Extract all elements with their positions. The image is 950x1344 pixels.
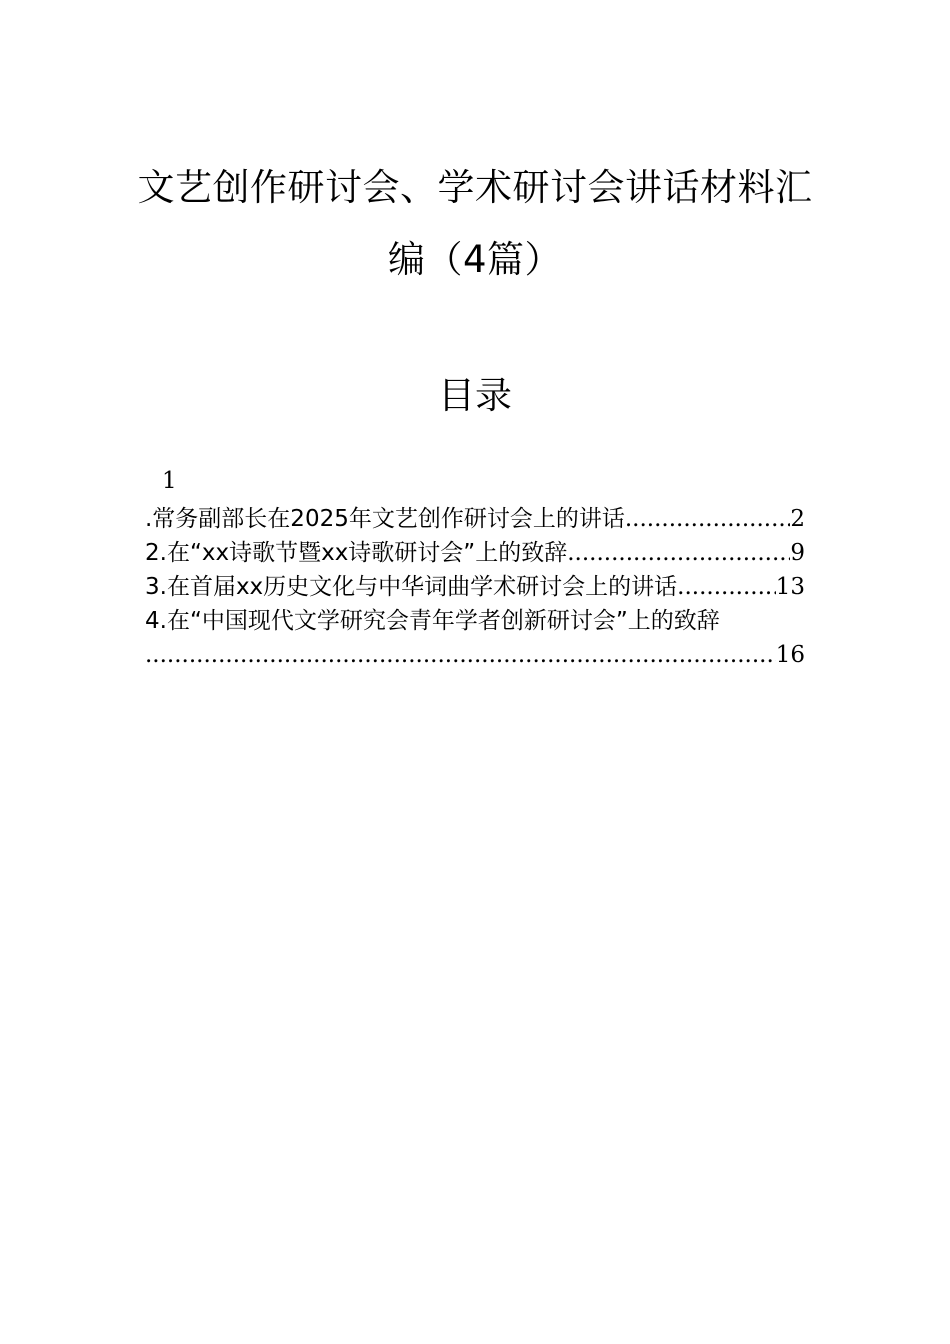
toc-entry-3-leader — [677, 572, 776, 602]
toc-entry-4[interactable] — [145, 606, 805, 636]
document-title-line-1: 文艺创作研讨会、学术研讨会讲话材料汇 — [137, 166, 813, 209]
toc-entry-1-text: .常务副部长在2025年文艺创作研讨会上的讲话 — [145, 506, 625, 532]
toc-entry-2-text: 2.在“xx诗歌节暨xx诗歌研讨会”上的致辞 — [145, 540, 568, 566]
toc-entry-4-page: 16 — [775, 642, 805, 668]
toc-entry-2-page: 9 — [790, 540, 805, 566]
toc-entry-1[interactable] — [145, 504, 805, 534]
toc-entry-2-leader — [567, 538, 790, 568]
toc-entry-4-continuation[interactable] — [145, 640, 805, 670]
toc-entry-1-page: 2 — [790, 506, 805, 532]
toc-entry-3-text: 3.在首届xx历史文化与中华词曲学术研讨会上的讲话 — [145, 574, 678, 600]
toc-entry-1-number: 1 — [162, 468, 177, 494]
document-title-line-2: 编（4篇） — [387, 238, 563, 281]
toc-entry-1-leader — [625, 504, 791, 534]
toc-entry-4-text: 4.在“中国现代文学研究会青年学者创新研讨会”上的致辞 — [145, 608, 720, 634]
toc-entry-4-leader — [145, 640, 776, 670]
toc-entry-2[interactable] — [145, 538, 805, 568]
toc-entry-3[interactable] — [145, 572, 805, 602]
toc-entry-3-page: 13 — [775, 574, 805, 600]
toc-heading: 目录 — [438, 374, 512, 417]
